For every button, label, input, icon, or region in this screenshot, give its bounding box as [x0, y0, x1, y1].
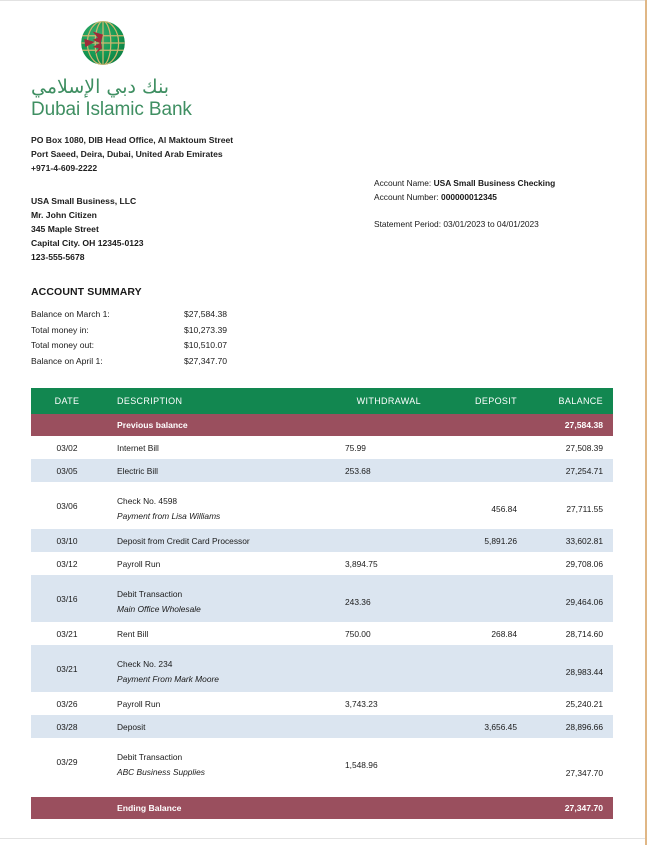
bank-phone: +971-4-609-2222: [31, 162, 98, 173]
account-summary-table: [31, 309, 227, 371]
summary-label: Total money in:: [31, 324, 89, 335]
row-deposit: [435, 692, 525, 715]
column-header-balance: BALANCE: [525, 388, 613, 414]
table-row: [31, 715, 613, 738]
row-withdrawal: 75.99: [345, 442, 366, 453]
row-date: 03/26: [56, 698, 78, 709]
row-date: 03/16: [31, 575, 103, 622]
row-withdrawal: [331, 482, 435, 529]
row-date: 03/05: [31, 459, 103, 482]
row-deposit: [435, 552, 525, 575]
row-description: [103, 436, 331, 459]
row-withdrawal: 750.00: [345, 628, 371, 639]
statement-period-line: [374, 218, 555, 232]
account-name-label: Account Name:: [374, 178, 432, 188]
table-row: [31, 436, 613, 459]
previous-balance-deposit: [435, 414, 525, 436]
row-description: [103, 692, 331, 715]
summary-value: $27,584.38: [184, 309, 228, 320]
column-header-date: DATE: [31, 388, 103, 414]
ending-balance-label: Ending Balance: [103, 797, 331, 819]
row-balance: 25,240.21: [565, 698, 603, 709]
bank-address: [31, 134, 613, 176]
account-summary-title: ACCOUNT SUMMARY: [31, 286, 142, 299]
summary-label: Balance on March 1:: [31, 309, 110, 320]
column-header-description: DESCRIPTION: [103, 388, 331, 414]
row-withdrawal: [331, 645, 435, 692]
summary-value: $27,347.70: [184, 355, 228, 366]
row-deposit: 5,891.26: [435, 529, 525, 552]
summary-row: [31, 309, 227, 325]
statement-content: [31, 0, 613, 819]
row-description-main: Electric Bill: [117, 465, 158, 476]
table-row: [31, 645, 613, 692]
row-balance: 28,714.60: [565, 628, 603, 639]
bank-address-line-2: Port Saeed, Deira, Dubai, United Arab Emirates: [31, 148, 223, 159]
row-description-sub: Payment From Mark Moore: [117, 674, 219, 685]
row-description-main: Deposit from Credit Card Processor: [117, 535, 250, 546]
row-description: [103, 622, 331, 645]
summary-row: [31, 356, 227, 372]
row-description-main: Check No. 234: [117, 659, 173, 670]
summary-label: Total money out:: [31, 340, 95, 351]
row-description: [103, 482, 331, 529]
row-description-sub: Payment from Lisa Williams: [117, 511, 221, 522]
dib-globe-logo-icon: [77, 17, 129, 69]
row-withdrawal: 3,743.23: [345, 698, 378, 709]
row-withdrawal: 253.68: [331, 459, 435, 482]
row-withdrawal: [331, 715, 435, 738]
row-description-main: Payroll Run: [117, 558, 161, 569]
row-date: 03/28: [31, 715, 103, 738]
row-balance: 27,711.55: [566, 504, 603, 515]
previous-balance-label: Previous balance: [103, 414, 331, 436]
row-deposit: [435, 575, 525, 622]
row-description-sub: Main Office Wholesale: [117, 604, 201, 615]
row-date: 03/06: [56, 500, 78, 511]
row-description: [103, 575, 331, 622]
table-row: [31, 738, 613, 785]
ending-balance-deposit: [435, 797, 525, 819]
row-description-main: Debit Transaction: [117, 752, 183, 763]
row-balance: 29,708.06: [565, 558, 603, 569]
row-date: 03/29: [56, 756, 78, 767]
ending-balance-amount: 27,347.70: [525, 797, 613, 819]
customer-street: 345 Maple Street: [31, 223, 99, 234]
row-withdrawal: [331, 529, 435, 552]
summary-value: $10,510.07: [184, 340, 228, 351]
row-balance: 28,983.44: [525, 645, 613, 692]
summary-value: $10,273.39: [184, 324, 228, 335]
row-description: [103, 529, 331, 552]
transactions-body: [31, 414, 613, 819]
row-deposit: 456.84: [491, 504, 517, 515]
column-header-withdrawal: WITHDRAWAL: [331, 388, 435, 414]
row-description: [103, 645, 331, 692]
row-withdrawal: 3,894.75: [345, 558, 378, 569]
page-bottom-rule: [0, 838, 645, 839]
table-row: [31, 622, 613, 645]
table-row: [31, 552, 613, 575]
table-row: [31, 575, 613, 622]
row-deposit: [435, 645, 525, 692]
row-balance: 33,602.81: [525, 529, 613, 552]
transactions-table: [31, 388, 613, 819]
table-row: [31, 692, 613, 715]
row-deposit: [435, 459, 525, 482]
customer-city-state-zip: Capital City. OH 12345-0123: [31, 238, 144, 249]
account-name-line: [374, 177, 555, 191]
row-description-sub: ABC Business Supplies: [117, 767, 205, 778]
statement-period-value: 03/01/2023 to 04/01/2023: [443, 219, 539, 230]
account-name-value: USA Small Business Checking: [433, 178, 556, 188]
ending-balance-date: [31, 797, 103, 819]
row-description: [103, 715, 331, 738]
brand-name-arabic: بنك دبي الإسلامي: [31, 76, 170, 98]
row-description-main: Rent Bill: [117, 628, 149, 639]
row-date: 03/10: [31, 529, 103, 552]
row-balance: 27,347.70: [565, 768, 603, 779]
column-header-deposit: DEPOSIT: [435, 388, 525, 414]
row-description-main: Debit Transaction: [117, 589, 183, 600]
previous-balance-withdrawal: [331, 414, 435, 436]
summary-label: Balance on April 1:: [31, 355, 103, 366]
customer-name: Mr. John Citizen: [31, 209, 97, 220]
row-deposit: 3,656.45: [435, 715, 525, 738]
previous-balance-row: [31, 414, 613, 436]
transactions-header-row: [31, 388, 613, 414]
bank-address-line-1: PO Box 1080, DIB Head Office, Al Maktoum Street: [31, 134, 234, 145]
row-description-main: Deposit: [117, 721, 146, 732]
row-date: 03/02: [56, 442, 78, 453]
row-description-main: Check No. 4598: [117, 496, 178, 507]
customer-phone: 123-555-5678: [31, 252, 85, 263]
brand-name-english: Dubai Islamic Bank: [31, 98, 192, 120]
row-description-main: Internet Bill: [117, 442, 159, 453]
statement-period-label: Statement Period:: [374, 219, 442, 230]
account-number-value: 000000012345: [441, 191, 497, 202]
table-row: [31, 459, 613, 482]
summary-row: [31, 325, 227, 341]
previous-balance-amount: 27,584.38: [525, 414, 613, 436]
row-description-main: Payroll Run: [117, 698, 161, 709]
account-number-label: Account Number:: [374, 191, 439, 202]
previous-balance-date: [31, 414, 103, 436]
row-deposit: [435, 436, 525, 459]
customer-company: USA Small Business, LLC: [31, 195, 137, 206]
row-deposit: 268.84: [491, 628, 517, 639]
brand-header: [31, 0, 613, 121]
row-balance: 28,896.66: [525, 715, 613, 738]
account-info-block: [374, 177, 555, 232]
row-date: 03/21: [31, 645, 103, 692]
ending-balance-withdrawal: [331, 797, 435, 819]
table-row: [31, 529, 613, 552]
table-row: [31, 482, 613, 529]
row-balance: 27,254.71: [525, 459, 613, 482]
ending-balance-row: [31, 797, 613, 819]
row-date: 03/21: [56, 628, 78, 639]
row-withdrawal: 243.36: [331, 575, 435, 622]
row-description: [103, 459, 331, 482]
row-balance: 27,508.39: [565, 442, 603, 453]
account-number-line: [374, 191, 555, 205]
row-date: 03/12: [56, 558, 78, 569]
row-withdrawal: 1,548.96: [345, 760, 378, 771]
row-deposit: [435, 738, 525, 785]
page-right-border: [645, 0, 647, 845]
row-description: [103, 738, 331, 785]
summary-row: [31, 340, 227, 356]
row-description: [103, 552, 331, 575]
spacer-row: [31, 785, 613, 797]
row-balance: 29,464.06: [525, 575, 613, 622]
